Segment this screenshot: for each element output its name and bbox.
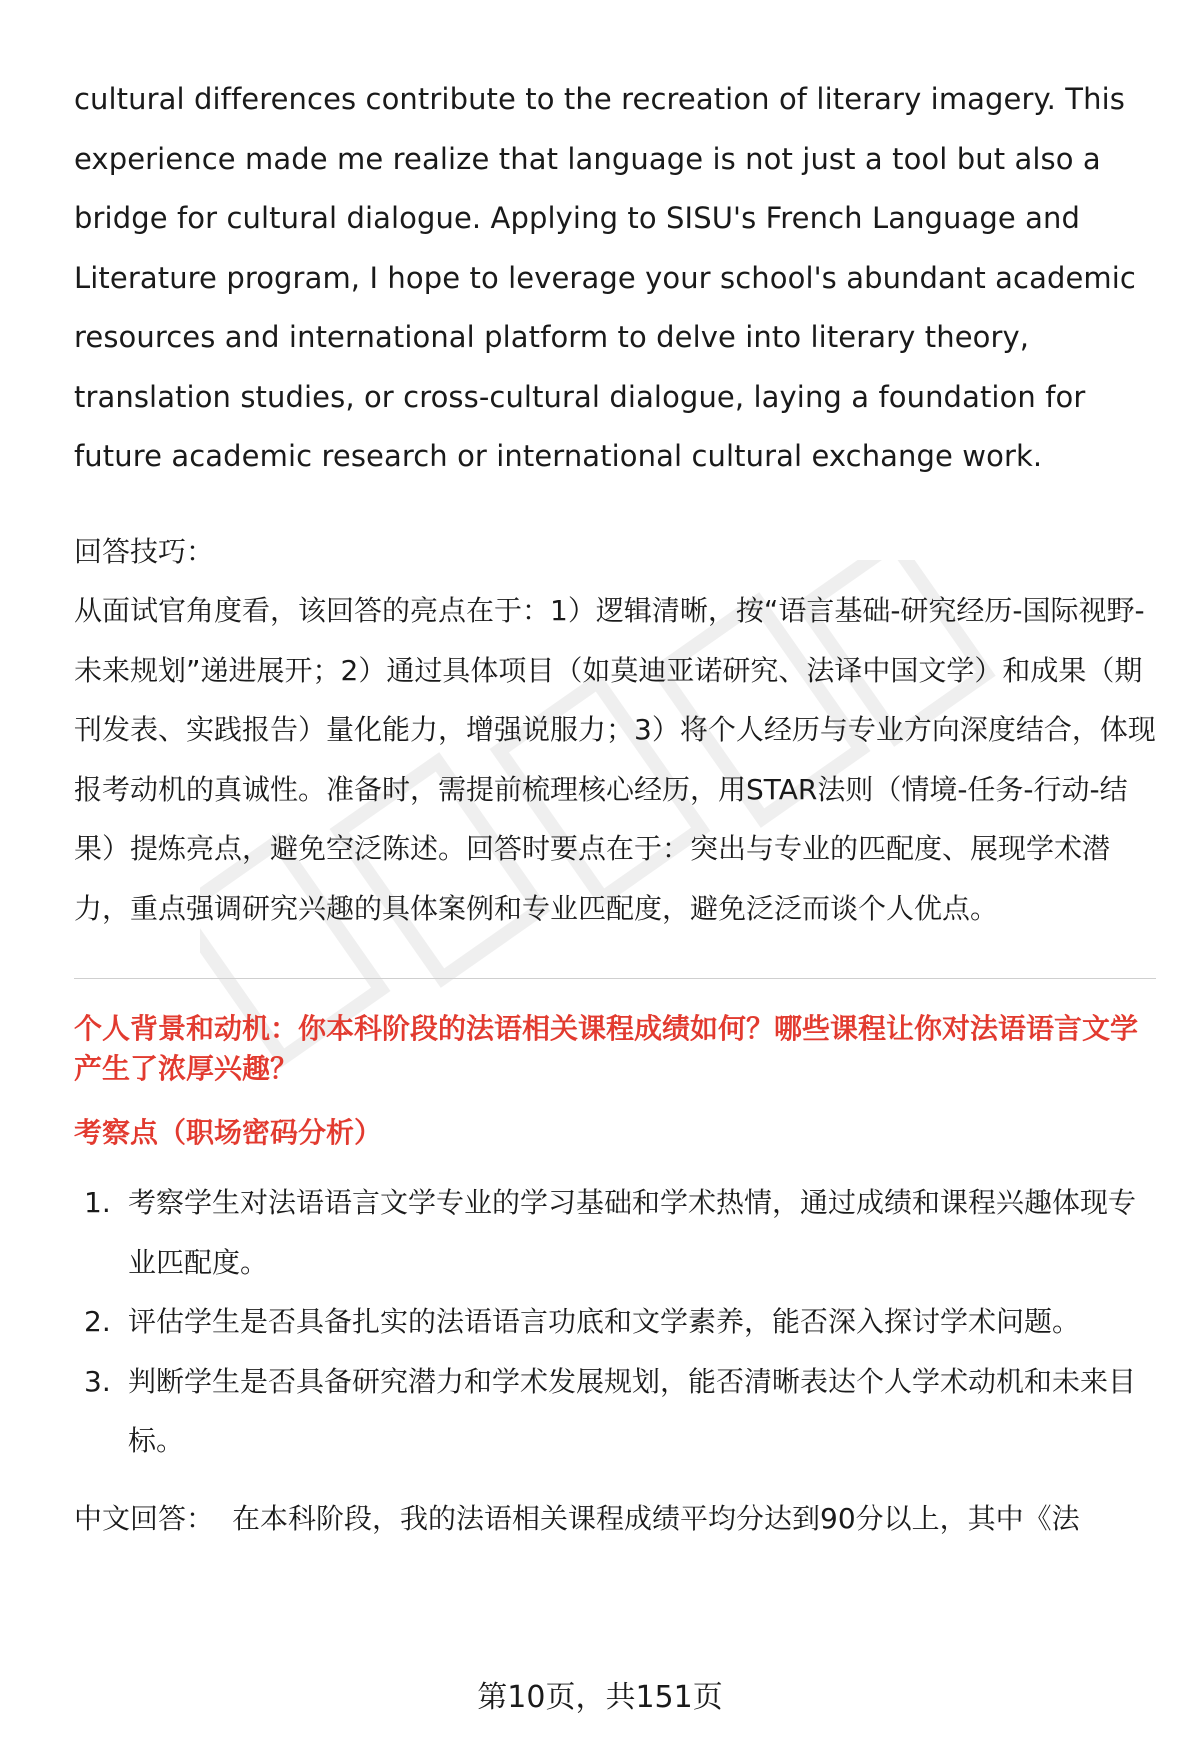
list-item xyxy=(74,1292,1156,1352)
list-item-number: 2. xyxy=(84,1305,111,1338)
list-item-text: 评估学生是否具备扎实的法语语言功底和文学素养，能否深入探讨学术问题。 xyxy=(128,1305,1081,1338)
list-item xyxy=(74,1352,1156,1471)
document-page xyxy=(74,70,1156,1548)
list-item-text: 判断学生是否具备研究潜力和学术发展规划，能否清晰表达个人学术动机和未来目标。 xyxy=(128,1364,1137,1457)
answer-label: 中文回答： xyxy=(74,1501,215,1535)
page-footer: 第10页，共151页 xyxy=(477,1680,723,1715)
list-item xyxy=(74,1173,1156,1292)
list-item-number: 3. xyxy=(84,1364,111,1398)
list-item-number: 1. xyxy=(84,1186,111,1219)
question-heading: 个人背景和动机：你本科阶段的法语相关课程成绩如何？哪些课程让你对法语语言文学产生了浓厚兴趣？ xyxy=(74,1012,1139,1085)
answer-paragraph xyxy=(74,1489,1156,1549)
analysis-heading: 考察点（职场密码分析） xyxy=(74,1116,383,1149)
answer-text: 在本科阶段，我的法语相关课程成绩平均分达到90分以上，其中《法 xyxy=(232,1501,1080,1535)
list-item-text: 考察学生对法语语言文学专业的学习基础和学术热情，通过成绩和课程兴趣体现专业匹配度。 xyxy=(128,1186,1137,1279)
section-divider xyxy=(74,978,1156,979)
tips-label: 回答技巧： xyxy=(74,534,215,568)
analysis-list xyxy=(74,1173,1156,1471)
intro-paragraph: cultural differences contribute to the recreation of literary imagery. This experience made me realize that language is not just a tool but also a bridge for cultural dialogue. Applying to SISU's French Language and Literature program, I hope to leverage your school's abundant academic resources and international platform to delve into literary theory, translation studies, or cross-cultural dialogue, laying a foundation for future academic research or international cultural exchange work. xyxy=(74,82,1136,473)
tips-text: 从面试官角度看，该回答的亮点在于：1）逻辑清晰，按“语言基础-研究经历-国际视野-未来规划”递进展开；2）通过具体项目（如莫迪亚诺研究、法译中国文学）和成果（期刊发表、实践报告）量化能力，增强说服力；3）将个人经历与专业方向深度结合，体现报考动机的真诚性。准备时，需提前梳理核心经历，用STAR法则（情境-任务-行动-结果）提炼亮点，避免空泛陈述。回答时要点在于：突出与专业的匹配度、展现学术潜力，重点强调研究兴趣的具体案例和专业匹配度，避免泛泛而谈个人优点。 xyxy=(74,594,1156,925)
